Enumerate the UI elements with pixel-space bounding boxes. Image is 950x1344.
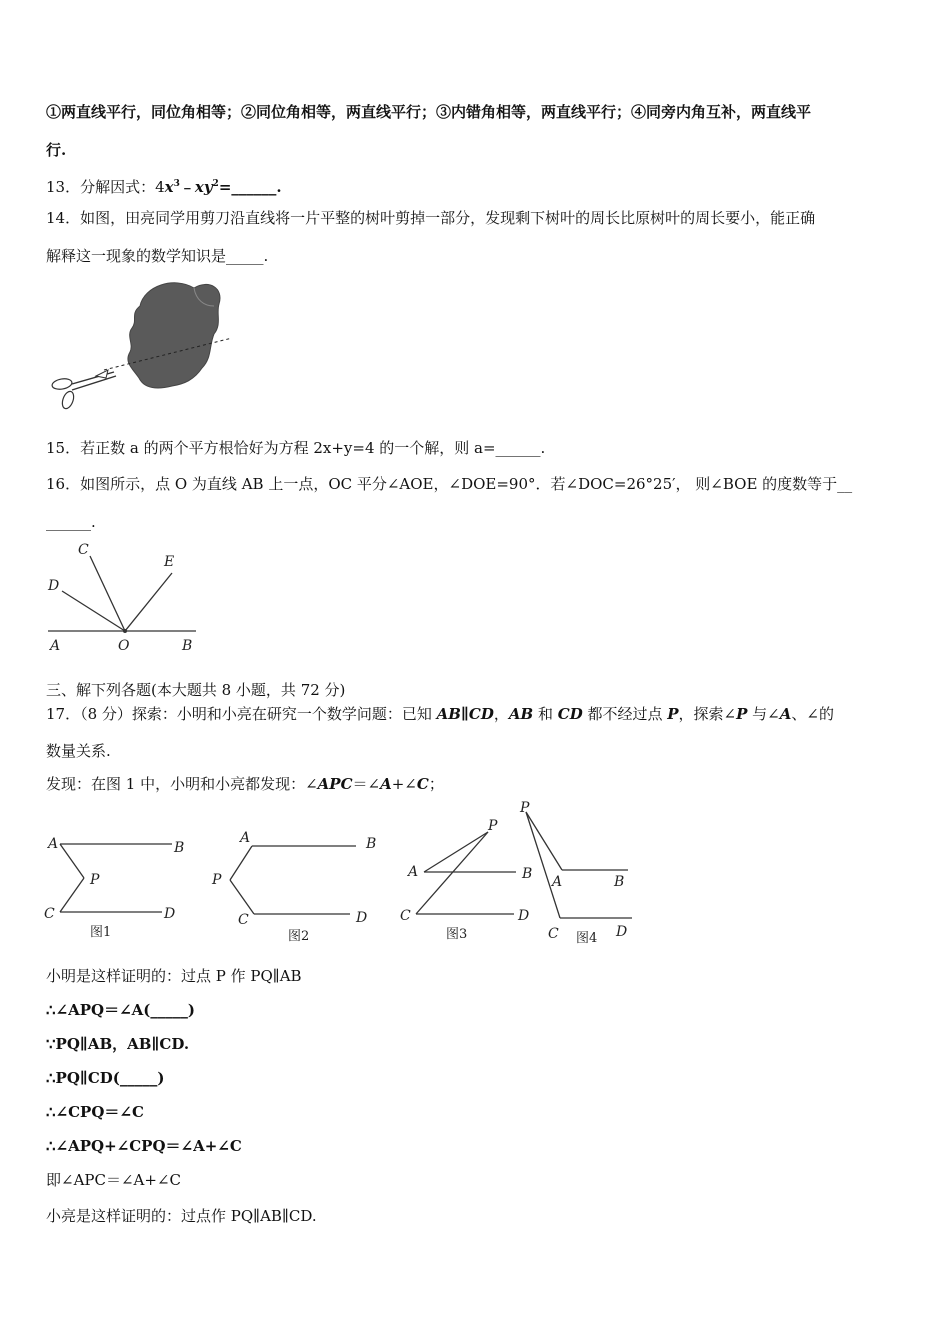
f3-caption: 图3	[446, 927, 468, 942]
q17-discover-d: A	[380, 775, 392, 793]
q17-discover-c: ＝∠	[352, 775, 381, 793]
label-d: D	[48, 578, 60, 594]
f3-label-b: B	[522, 866, 533, 882]
q14-leaf-figure	[44, 276, 244, 416]
f1-caption: 图1	[90, 925, 112, 940]
q17-ab: AB	[508, 705, 534, 723]
q17-figures	[40, 800, 640, 950]
q17-line1	[46, 704, 834, 724]
ray-oe	[125, 573, 172, 631]
q12-options-line: ①两直线平行，同位角相等；②同位角相等，两直线平行；③内错角相等，两直线平行；④同旁内角互补，两直线平	[46, 103, 812, 121]
f2-label-a: A	[240, 830, 251, 846]
f2-caption: 图2	[288, 929, 310, 944]
q13-exp3: 3	[173, 179, 180, 189]
f4-caption: 图4	[576, 931, 598, 946]
q17-p2: P	[736, 705, 748, 723]
q17-mid3: 都不经过点	[582, 705, 668, 723]
proof-line-2: ∴∠APQ＝∠A(_____)	[46, 1001, 195, 1019]
f1-label-a: A	[48, 836, 59, 852]
q13-xy: xy	[194, 178, 213, 196]
q17-discover-g: ；	[428, 775, 444, 793]
proof-line-1: 小明是这样证明的：过点 P 作 PQ∥AB	[46, 967, 302, 985]
f4-label-b: B	[614, 874, 625, 890]
f2-label-p: P	[212, 872, 222, 888]
q12-options-cont: 行.	[46, 141, 67, 159]
label-o: O	[118, 638, 130, 654]
q13-text-b: =______.	[218, 178, 282, 196]
f4-label-d: D	[616, 924, 628, 940]
q13-exp2: 2	[212, 179, 219, 189]
proof-line-8: 小亮是这样证明的：过点作 PQ∥AB∥CD.	[46, 1207, 317, 1225]
f4-label-c: C	[548, 926, 559, 942]
q17-mid6: 、∠的	[791, 705, 834, 723]
f3-label-d: D	[518, 908, 530, 924]
q17-mid1: ，	[493, 705, 509, 723]
q17-mid2: 和	[533, 705, 558, 723]
f3-label-c: C	[400, 908, 411, 924]
figure-2	[211, 830, 376, 944]
q16-angle-figure	[44, 538, 204, 658]
f3-label-a: A	[408, 864, 419, 880]
proof-line-7: 即∠APC＝∠A+∠C	[46, 1171, 181, 1189]
f4-label-a: A	[552, 874, 563, 890]
f2-label-d: D	[356, 910, 368, 926]
q17-discover-e: +∠	[391, 775, 417, 793]
section-3-title: 三、解下列各题(本大题共 8 小题，共 72 分)	[46, 681, 346, 699]
q17-mid5: 与∠	[747, 705, 780, 723]
f1-label-c: C	[44, 906, 55, 922]
q14-line2: 解释这一现象的数学知识是_____.	[46, 247, 269, 265]
proof-line-6: ∴∠APQ+∠CPQ＝∠A+∠C	[46, 1137, 242, 1155]
label-b: B	[182, 638, 193, 654]
scissors-icon	[51, 370, 116, 410]
q17-discover-f: C	[416, 775, 429, 793]
q17-given: AB∥CD	[436, 705, 494, 723]
q13-x: x	[164, 178, 174, 196]
q13-number: 13．	[46, 178, 81, 196]
proof-line-5: ∴∠CPQ＝∠C	[46, 1103, 144, 1121]
f1-label-d: D	[164, 906, 176, 922]
q16-line2: ______.	[46, 513, 96, 531]
f3-label-p: P	[488, 818, 498, 834]
q17-a: A	[779, 705, 792, 723]
proof-line-4: ∴PQ∥CD(_____)	[46, 1069, 165, 1087]
q15-line: 15．若正数 a 的两个平方根恰好为方程 2x+y=4 的一个解，则 a=______.	[46, 439, 546, 457]
q17-cd: CD	[557, 705, 583, 723]
q13-minus: ﹣	[179, 178, 195, 196]
q17-p: P	[667, 705, 679, 723]
q17-mid4: ，探索∠	[678, 705, 737, 723]
figure-1	[44, 836, 184, 940]
f2-label-c: C	[238, 912, 249, 928]
q17-intro: 17．（8 分）探索：小明和小亮在研究一个数学问题：已知	[46, 705, 437, 723]
f2-label-b: B	[366, 836, 377, 852]
f1-label-p: P	[90, 872, 100, 888]
f4-label-p: P	[520, 800, 530, 816]
q16-line1: 16．如图所示，点 O 为直线 AB 上一点，OC 平分∠AOE，∠DOE=90°．若∠DOC=26°25′， 则∠BOE 的度数等于__	[46, 475, 853, 493]
leaf-shape	[128, 283, 220, 388]
label-e: E	[164, 554, 175, 570]
q17-discover	[46, 774, 444, 794]
label-a: A	[50, 638, 61, 654]
figure-4	[519, 800, 632, 946]
q14-line1: 14．如图，田亮同学用剪刀沿直线将一片平整的树叶剪掉一部分，发现剩下树叶的周长比原树叶的周长要小，能正确	[46, 209, 816, 227]
f1-label-b: B	[174, 840, 185, 856]
q13-line	[46, 174, 282, 197]
figure-3	[400, 818, 532, 942]
q13-text-a: 分解因式：4	[80, 178, 165, 196]
q17-discover-a: 发现：在图 1 中，小明和小亮都发现：∠	[46, 775, 318, 793]
proof-line-3: ∵PQ∥AB，AB∥CD.	[46, 1035, 190, 1053]
q17-line2: 数量关系.	[46, 742, 111, 760]
q17-discover-b: APC	[317, 775, 353, 793]
label-c: C	[78, 542, 89, 558]
